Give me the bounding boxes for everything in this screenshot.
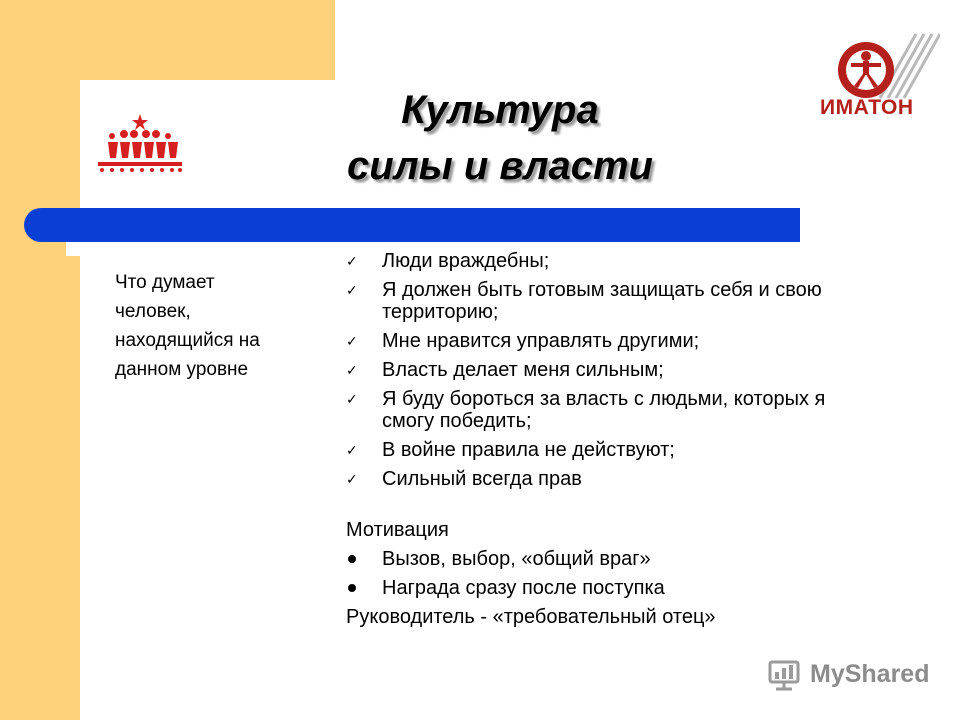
- belief-text: Я должен быть готовым защищать себя и свою территорию;: [382, 279, 822, 323]
- checkmark-icon: ✓: [346, 282, 358, 298]
- blue-divider-bar: [24, 208, 800, 242]
- motivation-label: Мотивация: [346, 519, 449, 541]
- yellow-top-block: [80, 0, 335, 80]
- divider-notch: [66, 242, 80, 256]
- belief-text: Люди враждебны;: [382, 250, 550, 272]
- side-note: Что думает человек, находящийся на данном уровне: [115, 272, 260, 380]
- list-item: [346, 330, 866, 352]
- belief-text: Я буду бороться за власть с людьми, которых я смогу победить;: [382, 388, 826, 432]
- watermark-text: MyShared: [810, 660, 930, 688]
- belief-text: Сильный всегда прав: [382, 468, 582, 490]
- bullet-icon: [348, 555, 356, 563]
- list-item: [346, 468, 866, 490]
- belief-text: В войне правила не действуют;: [382, 439, 675, 461]
- beliefs-list: [346, 250, 866, 490]
- people-pyramid-icon: [94, 112, 186, 174]
- title-line-1: Культура: [401, 88, 599, 132]
- checkmark-icon: ✓: [346, 471, 358, 487]
- motivation-text: Награда сразу после поступка: [382, 577, 665, 599]
- checkmark-icon: ✓: [346, 362, 358, 378]
- list-item: [346, 577, 866, 599]
- leader-line: Руководитель - «требовательный отец»: [346, 606, 716, 628]
- list-item: [346, 388, 866, 432]
- section-spacer: [346, 497, 866, 519]
- list-item: [346, 439, 866, 461]
- list-item: [346, 548, 866, 570]
- motivation-text: Вызов, выбор, «общий враг»: [382, 548, 651, 570]
- imaton-logo-text: ИМАТОН: [820, 96, 914, 119]
- checkmark-icon: ✓: [346, 442, 358, 458]
- checkmark-icon: ✓: [346, 391, 358, 407]
- belief-text: Власть делает меня сильным;: [382, 359, 664, 381]
- yellow-side-band: [0, 0, 80, 720]
- belief-text: Мне нравится управлять другими;: [382, 330, 700, 352]
- slide-content: [346, 250, 866, 635]
- list-item: [346, 279, 866, 323]
- list-item: [346, 359, 866, 381]
- title-line-2: силы и власти: [347, 144, 653, 188]
- list-item: [346, 250, 866, 272]
- motivation-list: [346, 548, 866, 599]
- bullet-icon: [348, 584, 356, 592]
- slide-title: [300, 82, 700, 194]
- checkmark-icon: ✓: [346, 253, 358, 269]
- checkmark-icon: ✓: [346, 333, 358, 349]
